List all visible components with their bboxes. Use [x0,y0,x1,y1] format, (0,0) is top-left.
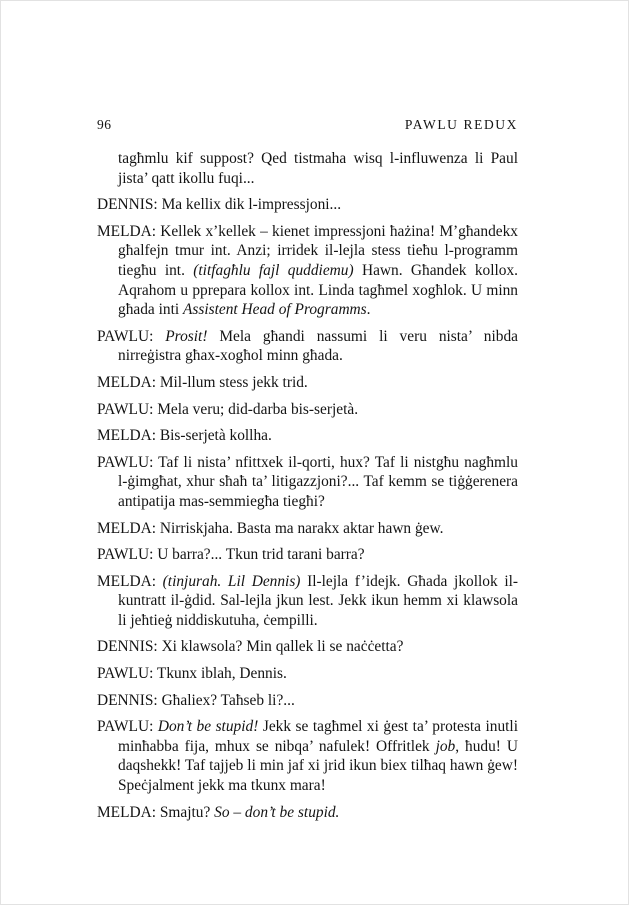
speech-segment: Ma kellix dik l-impressjoni... [161,196,342,214]
speaker-label: MELDA: [97,373,160,391]
speaker-label: MELDA: [97,803,160,821]
italic-speech-segment: Don’t be stupid! [157,718,259,736]
speaker-label: PAWLU: [97,546,158,564]
dialogue-paragraph [97,637,518,657]
speech-segment: Xi klawsola? Min qallek li se naċċetta? [161,638,404,656]
speaker-label: MELDA: [97,427,160,445]
speaker-label: PAWLU: [97,718,158,736]
dialogue-paragraph [97,222,518,320]
speaker-label: DENNIS: [97,638,162,656]
dialogue-paragraph [97,572,518,631]
speaker-label: PAWLU: [97,327,166,345]
dialogue-paragraph [97,717,518,795]
speech-segment: U barra?... Tkun trid tarani barra? [157,546,365,564]
speaker-label: MELDA: [97,519,160,537]
dialogue-paragraph [97,327,518,366]
italic-speech-segment: Prosit! [165,327,208,345]
dialogue-paragraph [97,400,518,420]
dialogue-continuation-paragraph [97,149,518,188]
speech-segment: Smajtu? [159,803,215,821]
italic-speech-segment: Assistent Head of Programms [182,301,367,319]
speech-segment: Il-lejla f’idejk. Għada jkollok il-kuntratt il-ġdid. Sal-lejla jkun lest. Jekk ikun hemm xi klawsola li jeħtieġ niddiskutuha, ċempilli. [118,572,518,629]
dialogue-paragraph [97,803,518,823]
dialogue-paragraph [97,373,518,393]
speech-segment: Għaliex? Taħseb li?... [161,691,295,709]
speech-segment: Mela veru; did-darba bis-serjetà. [157,400,359,418]
speaker-label: DENNIS: [97,691,162,709]
page-number: 96 [97,117,112,132]
italic-speech-segment: (titfagħlu fajl quddiemu) [193,261,354,279]
speech-segment: Jekk se tagħmel xi ġest ta’ protesta inutli minħabba fija, mhux se nibqa’ nafulek! Offritlek [118,718,518,755]
italic-speech-segment: (tinjurah. Lil Dennis) [162,572,301,590]
speaker-label: PAWLU: [97,400,158,418]
dialogue-paragraph [97,195,518,215]
speech-segment: Taf li nista’ nfittxek il-qorti, hux? Taf li nistgħu nagħmlu l-ġimgħat, xhur sħaħ ta’ litigazzjoni?... Taf kemm se tiġġerenera antipatija mas-semmiegħa tiegħi? [118,453,518,510]
running-header [97,117,518,133]
speech-segment: Mela għandi nassumi li veru nista’ nibda nirreġistra għax-xogħol minn għada. [118,327,518,365]
dialogue-paragraph [97,453,518,512]
speaker-label: MELDA: [97,222,161,240]
speech-segment: Nirriskjaha. Basta ma narakx aktar hawn ġew. [159,519,444,537]
speech-segment: . [366,301,371,319]
speech-segment: Kellek x’kellek – kienet impressjoni ħażina! M’għandekx għalfejn tmur int. Anzi; irridek il-lejla stess tieħu l-programm tiegħu int. [118,222,519,279]
speech-segment: Tkunx iblah, Dennis. [156,665,287,683]
dialogue-paragraph [97,691,518,711]
speaker-label: DENNIS: [97,196,162,214]
speech-segment: Bis-serjetà kollha. [159,427,272,445]
speech-segment: Mil-llum stess jekk trid. [159,373,308,391]
speaker-label: PAWLU: [97,665,157,683]
speech-segment: tagħmlu kif suppost? Qed tistmaha wisq l-influwenza li Paul jista’ qatt ikollu fuqi... [118,150,518,187]
dialogue-paragraph [97,664,518,684]
italic-speech-segment: So – don’t be stupid. [214,803,340,821]
dialogue-text-block [97,149,518,829]
dialogue-paragraph [97,545,518,565]
dialogue-paragraph [97,426,518,446]
speaker-label: PAWLU: [97,453,159,471]
speaker-label: MELDA: [97,572,163,590]
speech-segment: , ħudu! U daqshekk! Taf tajjeb li min jaf xi jrid ikun biex tilħaq hawn ġew! Speċjalment jekk ma tkunx mara! [118,737,518,795]
speech-segment: Hawn. Għandek kollox. Aqrahom u pprepara kollox int. Linda tagħmel xogħlok. U minn għada inti [118,261,518,319]
dialogue-paragraph [97,519,518,539]
running-title: PAWLU REDUX [404,117,518,132]
italic-speech-segment: job [435,737,456,755]
